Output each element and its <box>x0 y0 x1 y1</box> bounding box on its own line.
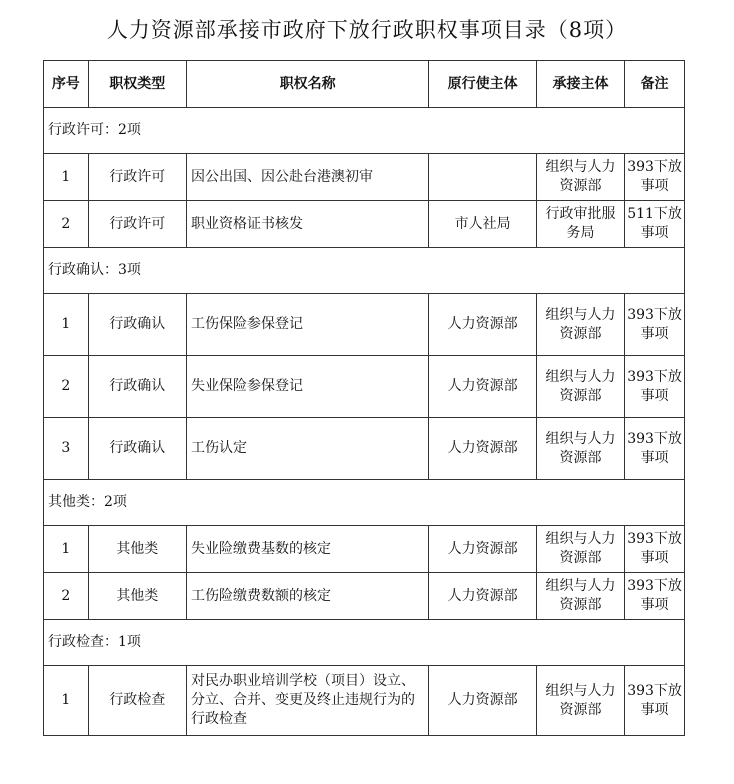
cell-type: 行政许可 <box>88 154 186 201</box>
cell-no: 2 <box>44 573 89 620</box>
authority-table <box>43 60 685 736</box>
section-row <box>44 248 685 294</box>
cell-note: 393下放事项 <box>625 418 685 480</box>
cell-no: 2 <box>44 201 89 248</box>
table-row <box>44 418 685 480</box>
document-title: 人力资源部承接市政府下放行政职权事项目录（8项） <box>106 18 628 42</box>
cell-no: 1 <box>44 154 89 201</box>
cell-recv: 组织与人力资源部 <box>536 573 624 620</box>
cell-type: 其他类 <box>88 573 186 620</box>
cell-note: 393下放事项 <box>625 356 685 418</box>
cell-type: 行政确认 <box>88 356 186 418</box>
section-row <box>44 108 685 154</box>
header-name: 职权名称 <box>187 61 429 108</box>
cell-name: 工伤险缴费数额的核定 <box>187 573 429 620</box>
table-row <box>44 573 685 620</box>
cell-name: 因公出国、因公赴台港澳初审 <box>187 154 429 201</box>
cell-note: 393下放事项 <box>625 294 685 356</box>
cell-orig: 人力资源部 <box>429 294 537 356</box>
cell-recv: 行政审批服务局 <box>536 201 624 248</box>
cell-name: 失业险缴费基数的核定 <box>187 526 429 573</box>
cell-recv: 组织与人力资源部 <box>536 294 624 356</box>
section-label: 行政确认：3项 <box>44 248 685 294</box>
cell-type: 行政确认 <box>88 294 186 356</box>
cell-orig: 市人社局 <box>429 201 537 248</box>
cell-note: 393下放事项 <box>625 666 685 736</box>
cell-recv: 组织与人力资源部 <box>536 356 624 418</box>
section-row <box>44 480 685 526</box>
section-label: 行政检查：1项 <box>44 620 685 666</box>
cell-note: 393下放事项 <box>625 573 685 620</box>
cell-recv: 组织与人力资源部 <box>536 666 624 736</box>
section-label: 行政许可：2项 <box>44 108 685 154</box>
table-row <box>44 666 685 736</box>
table-row <box>44 526 685 573</box>
cell-orig: 人力资源部 <box>429 526 537 573</box>
cell-type: 行政许可 <box>88 201 186 248</box>
cell-type: 其他类 <box>88 526 186 573</box>
header-note: 备注 <box>625 61 685 108</box>
cell-name: 对民办职业培训学校（项目）设立、分立、合并、变更及终止违规行为的行政检查 <box>187 666 429 736</box>
cell-name: 失业保险参保登记 <box>187 356 429 418</box>
cell-no: 2 <box>44 356 89 418</box>
header-no: 序号 <box>44 61 89 108</box>
header-row <box>44 61 685 108</box>
cell-orig: 人力资源部 <box>429 356 537 418</box>
cell-orig: 人力资源部 <box>429 573 537 620</box>
table-row <box>44 154 685 201</box>
header-recv: 承接主体 <box>536 61 624 108</box>
cell-note: 393下放事项 <box>625 526 685 573</box>
cell-orig: 人力资源部 <box>429 418 537 480</box>
cell-recv: 组织与人力资源部 <box>536 418 624 480</box>
table-row <box>44 201 685 248</box>
cell-orig: 人力资源部 <box>429 666 537 736</box>
section-row <box>44 620 685 666</box>
cell-name: 职业资格证书核发 <box>187 201 429 248</box>
cell-no: 3 <box>44 418 89 480</box>
section-label: 其他类：2项 <box>44 480 685 526</box>
table-row <box>44 294 685 356</box>
header-type: 职权类型 <box>88 61 186 108</box>
header-orig: 原行使主体 <box>429 61 537 108</box>
cell-no: 1 <box>44 294 89 356</box>
cell-type: 行政检查 <box>88 666 186 736</box>
cell-no: 1 <box>44 526 89 573</box>
cell-name: 工伤保险参保登记 <box>187 294 429 356</box>
cell-recv: 组织与人力资源部 <box>536 154 624 201</box>
cell-note: 393下放事项 <box>625 154 685 201</box>
cell-no: 1 <box>44 666 89 736</box>
cell-note: 511下放事项 <box>625 201 685 248</box>
cell-recv: 组织与人力资源部 <box>536 526 624 573</box>
cell-orig <box>429 154 537 201</box>
cell-type: 行政确认 <box>88 418 186 480</box>
table-row <box>44 356 685 418</box>
cell-name: 工伤认定 <box>187 418 429 480</box>
